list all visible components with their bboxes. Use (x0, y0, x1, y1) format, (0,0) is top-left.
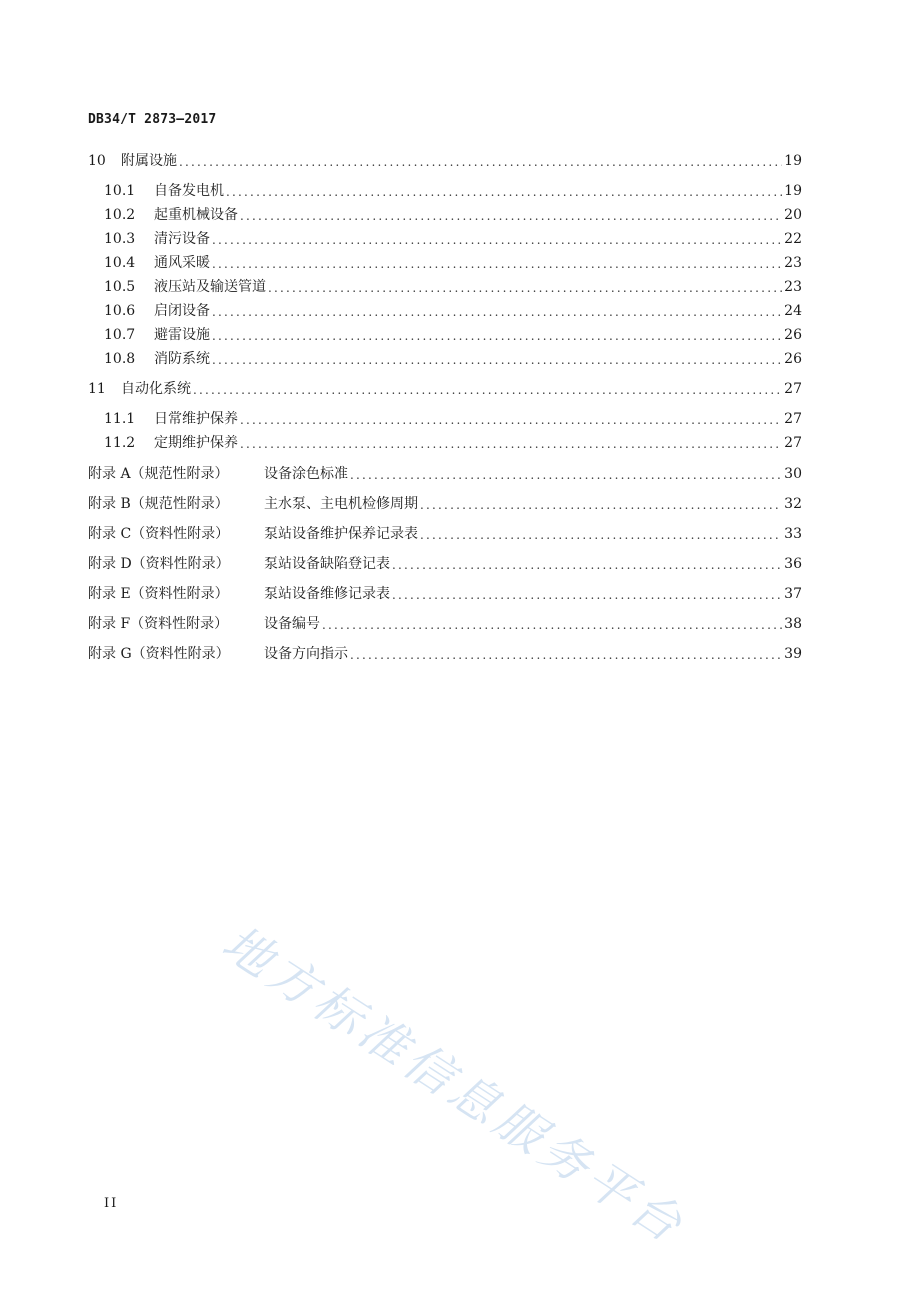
toc-entry-number: 附录 D（资料性附录） (88, 556, 230, 572)
toc-entry[interactable] (88, 584, 802, 604)
toc-entry-title: 启闭设备 (154, 303, 210, 319)
toc-entry-page: 22 (784, 231, 802, 247)
toc-entry-title: 设备方向指示 (264, 646, 348, 662)
dot-leader (240, 207, 782, 225)
toc-entry-number: 10.6 (104, 303, 136, 319)
toc-entry[interactable] (104, 433, 802, 453)
toc-entry-title: 自动化系统 (121, 381, 191, 397)
toc-entry-page: 37 (784, 586, 802, 602)
toc-entry[interactable] (88, 524, 802, 544)
dot-leader (350, 466, 782, 484)
toc-entry[interactable] (88, 379, 802, 399)
toc-entry-page: 23 (784, 279, 802, 295)
toc-entry-title: 设备编号 (264, 616, 320, 632)
dot-leader (420, 526, 782, 544)
toc-entry-page: 27 (784, 435, 802, 451)
dot-leader (212, 351, 782, 369)
toc-entry-page: 20 (784, 207, 802, 223)
dot-leader (392, 556, 782, 574)
toc-entry[interactable] (88, 644, 802, 664)
toc-entry[interactable] (88, 151, 802, 171)
dot-leader (268, 279, 782, 297)
toc-entry-number: 附录 B（规范性附录） (88, 496, 229, 512)
toc-entry-number: 附录 F（资料性附录） (88, 616, 229, 632)
toc-entry-number: 10.5 (104, 279, 136, 295)
toc-entry-title: 附属设施 (121, 153, 177, 169)
toc-entry-page: 27 (784, 381, 802, 397)
toc-entry-title: 消防系统 (154, 351, 210, 367)
dot-leader (350, 646, 782, 664)
toc-entry-number: 10.1 (104, 183, 136, 199)
toc-entry-number: 10.4 (104, 255, 136, 271)
dot-leader (240, 435, 782, 453)
toc-entry[interactable] (88, 554, 802, 574)
dot-leader (212, 303, 782, 321)
toc-entry-title: 设备涂色标准 (264, 466, 348, 482)
toc-entry[interactable] (104, 349, 802, 369)
toc-entry-page: 24 (784, 303, 802, 319)
toc-entry-title: 避雷设施 (154, 327, 210, 343)
toc-entry-page: 26 (784, 351, 802, 367)
toc-entry[interactable] (88, 464, 802, 484)
toc-entry-page: 38 (784, 616, 802, 632)
toc-entry[interactable] (104, 301, 802, 321)
toc-entry-page: 32 (784, 496, 802, 512)
toc-entry[interactable] (88, 494, 802, 514)
toc-entry-page: 26 (784, 327, 802, 343)
toc-entry-number: 10.7 (104, 327, 136, 343)
toc-entry-number: 11.1 (104, 411, 136, 427)
dot-leader (322, 616, 782, 634)
toc-entry-number: 10.2 (104, 207, 136, 223)
toc-entry-number: 11.2 (104, 435, 136, 451)
toc-entry-title: 定期维护保养 (154, 435, 238, 451)
toc-entry-title: 液压站及输送管道 (154, 279, 266, 295)
toc-entry-number: 附录 G（资料性附录） (88, 646, 230, 662)
toc-entry[interactable] (104, 325, 802, 345)
toc-entry-title: 主水泵、主电机检修周期 (264, 496, 418, 512)
dot-leader (193, 381, 782, 399)
toc-entry-page: 36 (784, 556, 802, 572)
toc-entry[interactable] (88, 614, 802, 634)
toc-entry-page: 39 (784, 646, 802, 662)
toc-entry[interactable] (104, 229, 802, 249)
page-number: II (104, 1196, 119, 1211)
toc-entry-title: 日常维护保养 (154, 411, 238, 427)
toc-entry-number: 附录 A（规范性附录） (88, 466, 229, 482)
toc-entry-page: 23 (784, 255, 802, 271)
toc-entry-title: 泵站设备缺陷登记表 (264, 556, 390, 572)
toc-entry-page: 30 (784, 466, 802, 482)
watermark: 地方标准信息服务平台 (212, 914, 696, 1256)
toc-entry[interactable] (104, 205, 802, 225)
dot-leader (392, 586, 782, 604)
toc-entry-title: 泵站设备维修记录表 (264, 586, 390, 602)
toc-entry[interactable] (104, 181, 802, 201)
toc-entry[interactable] (104, 253, 802, 273)
dot-leader (226, 183, 782, 201)
toc-entry-number: 10.8 (104, 351, 136, 367)
toc-entry-page: 19 (784, 183, 802, 199)
document-code: DB34/T 2873—2017 (88, 112, 217, 127)
toc-entry-title: 清污设备 (154, 231, 210, 247)
dot-leader (240, 411, 782, 429)
toc-entry-number: 附录 C（资料性附录） (88, 526, 230, 542)
toc-entry-page: 27 (784, 411, 802, 427)
dot-leader (179, 153, 782, 171)
dot-leader (212, 255, 782, 273)
toc-entry[interactable] (104, 277, 802, 297)
toc-entry-title: 泵站设备维护保养记录表 (264, 526, 418, 542)
toc-entry-number: 附录 E（资料性附录） (88, 586, 229, 602)
toc-entry-title: 起重机械设备 (154, 207, 238, 223)
toc-entry-page: 33 (784, 526, 802, 542)
toc-entry-page: 19 (784, 153, 802, 169)
toc-entry-number: 11 (88, 381, 106, 397)
dot-leader (212, 231, 782, 249)
dot-leader (420, 496, 782, 514)
dot-leader (212, 327, 782, 345)
toc-entry-number: 10 (88, 153, 106, 169)
toc-entry-number: 10.3 (104, 231, 136, 247)
toc-entry-title: 通风采暖 (154, 255, 210, 271)
toc-entry[interactable] (104, 409, 802, 429)
toc-entry-title: 自备发电机 (154, 183, 224, 199)
